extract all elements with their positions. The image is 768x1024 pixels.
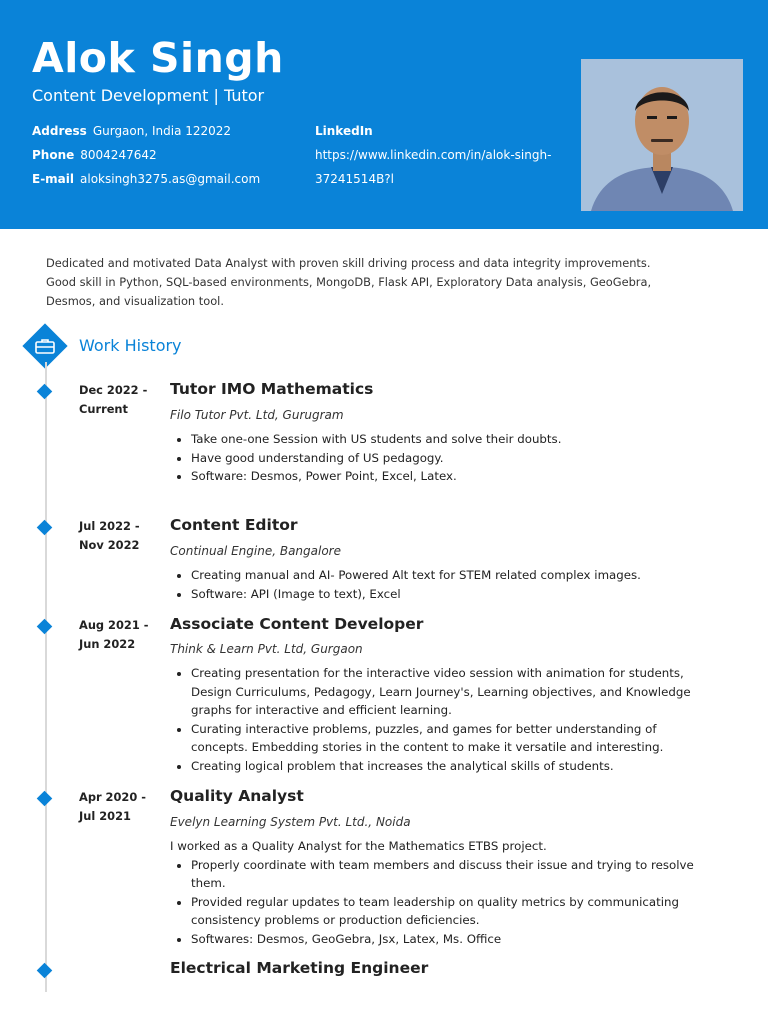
job-date-start: Jul 2022 -: [79, 519, 140, 533]
job-bullet: • Properly coordinate with team members and discuss their issue and trying to resolve them.: [191, 856, 715, 893]
job-dates: [79, 381, 159, 419]
summary-line: Good skill in Python, SQL-based environments, MongoDB, Flask API, Exploratory Data analysis, GeoGebra,: [46, 275, 652, 289]
job-title: Content Editor: [170, 516, 298, 534]
job-company: Continual Engine, Bangalore: [170, 544, 341, 558]
job-bullet: • Software: API (Image to text), Excel: [191, 585, 715, 604]
timeline-marker: [37, 791, 53, 807]
job-date-start: Apr 2020 -: [79, 790, 146, 804]
job-date-start: Aug 2021 -: [79, 618, 149, 632]
profile-photo-illustration: [581, 59, 743, 211]
job-company: Think & Learn Pvt. Ltd, Gurgaon: [170, 642, 363, 656]
job-date-end: Current: [79, 402, 128, 416]
job-date-end: Jul 2021: [79, 809, 131, 823]
email-row: [32, 171, 260, 187]
briefcase-icon: [29, 330, 61, 362]
work-history-title: Work History: [79, 336, 182, 355]
job-bullet: • Curating interactive problems, puzzles, and games for better understanding of concepts. Embedding stories in the content to make it versatile and interesting.: [191, 720, 715, 757]
job-title: Electrical Marketing Engineer: [170, 959, 429, 977]
email-label: E-mail: [32, 172, 75, 186]
job-company: Evelyn Learning System Pvt. Ltd., Noida: [170, 815, 411, 829]
job-date-start: Dec 2022 -: [79, 383, 148, 397]
job-bullet: • Creating presentation for the interactive video session with animation for students, Design Curriculums, Pedagogy, Learn Journey's, Learning objectives, and Knowledge graphs for interactive and efficient learning.: [191, 664, 715, 720]
candidate-name: Alok Singh: [32, 34, 284, 82]
job-bullet: • Software: Desmos, Power Point, Excel, Latex.: [191, 467, 715, 486]
timeline-marker: [37, 384, 53, 400]
job-details: [170, 430, 715, 486]
profile-photo: [581, 59, 743, 211]
summary-line: Dedicated and motivated Data Analyst with proven skill driving process and data integrity improvements.: [46, 256, 651, 270]
job-dates: [79, 616, 159, 654]
summary-line: Desmos, and visualization tool.: [46, 294, 224, 308]
phone-row: [32, 147, 157, 163]
job-bullet: • Creating logical problem that increases the analytical skills of students.: [191, 757, 715, 776]
job-bullet: • Softwares: Desmos, GeoGebra, Jsx, Latex, Ms. Office: [191, 930, 715, 949]
job-dates: [79, 517, 159, 555]
job-bullet: • Provided regular updates to team leadership on quality metrics by communicating consistency problems or production deficiencies.: [191, 893, 715, 930]
address-value: Gurgaon, India 122022: [92, 124, 232, 138]
timeline-marker: [37, 520, 53, 536]
job-title: Tutor IMO Mathematics: [170, 380, 374, 398]
job-details: [170, 566, 715, 603]
phone-value: 8004247642: [80, 148, 157, 162]
phone-label: Phone: [32, 148, 75, 162]
job-bullet: • Have good understanding of US pedagogy.: [191, 449, 715, 468]
linkedin-url-line1[interactable]: https://www.linkedin.com/in/alok-singh-: [315, 148, 552, 162]
job-details: [170, 837, 715, 949]
email-link[interactable]: aloksingh3275.as@gmail.com: [80, 172, 261, 186]
address-label: Address: [32, 124, 87, 138]
timeline-marker: [37, 963, 53, 979]
linkedin-label: LinkedIn: [315, 124, 373, 138]
job-dates: [79, 788, 159, 826]
linkedin-label-row: [315, 123, 379, 139]
job-details: [170, 664, 715, 776]
job-date-end: Jun 2022: [79, 637, 136, 651]
resume-header: [0, 0, 768, 229]
linkedin-url-line2[interactable]: 37241514B?l: [315, 172, 395, 186]
candidate-role: Content Development | Tutor: [32, 86, 265, 105]
job-title: Associate Content Developer: [170, 615, 424, 633]
timeline-line: [45, 362, 47, 992]
job-bullet: • Take one-one Session with US students and solve their doubts.: [191, 430, 715, 449]
job-company: Filo Tutor Pvt. Ltd, Gurugram: [170, 408, 344, 422]
job-date-end: Nov 2022: [79, 538, 140, 552]
profile-summary: [46, 254, 736, 311]
timeline-marker: [37, 619, 53, 635]
address-row: [32, 123, 231, 139]
job-bullet: • Creating manual and AI- Powered Alt text for STEM related complex images.: [191, 566, 715, 585]
job-intro: I worked as a Quality Analyst for the Mathematics ETBS project.: [170, 839, 547, 853]
job-title: Quality Analyst: [170, 787, 304, 805]
